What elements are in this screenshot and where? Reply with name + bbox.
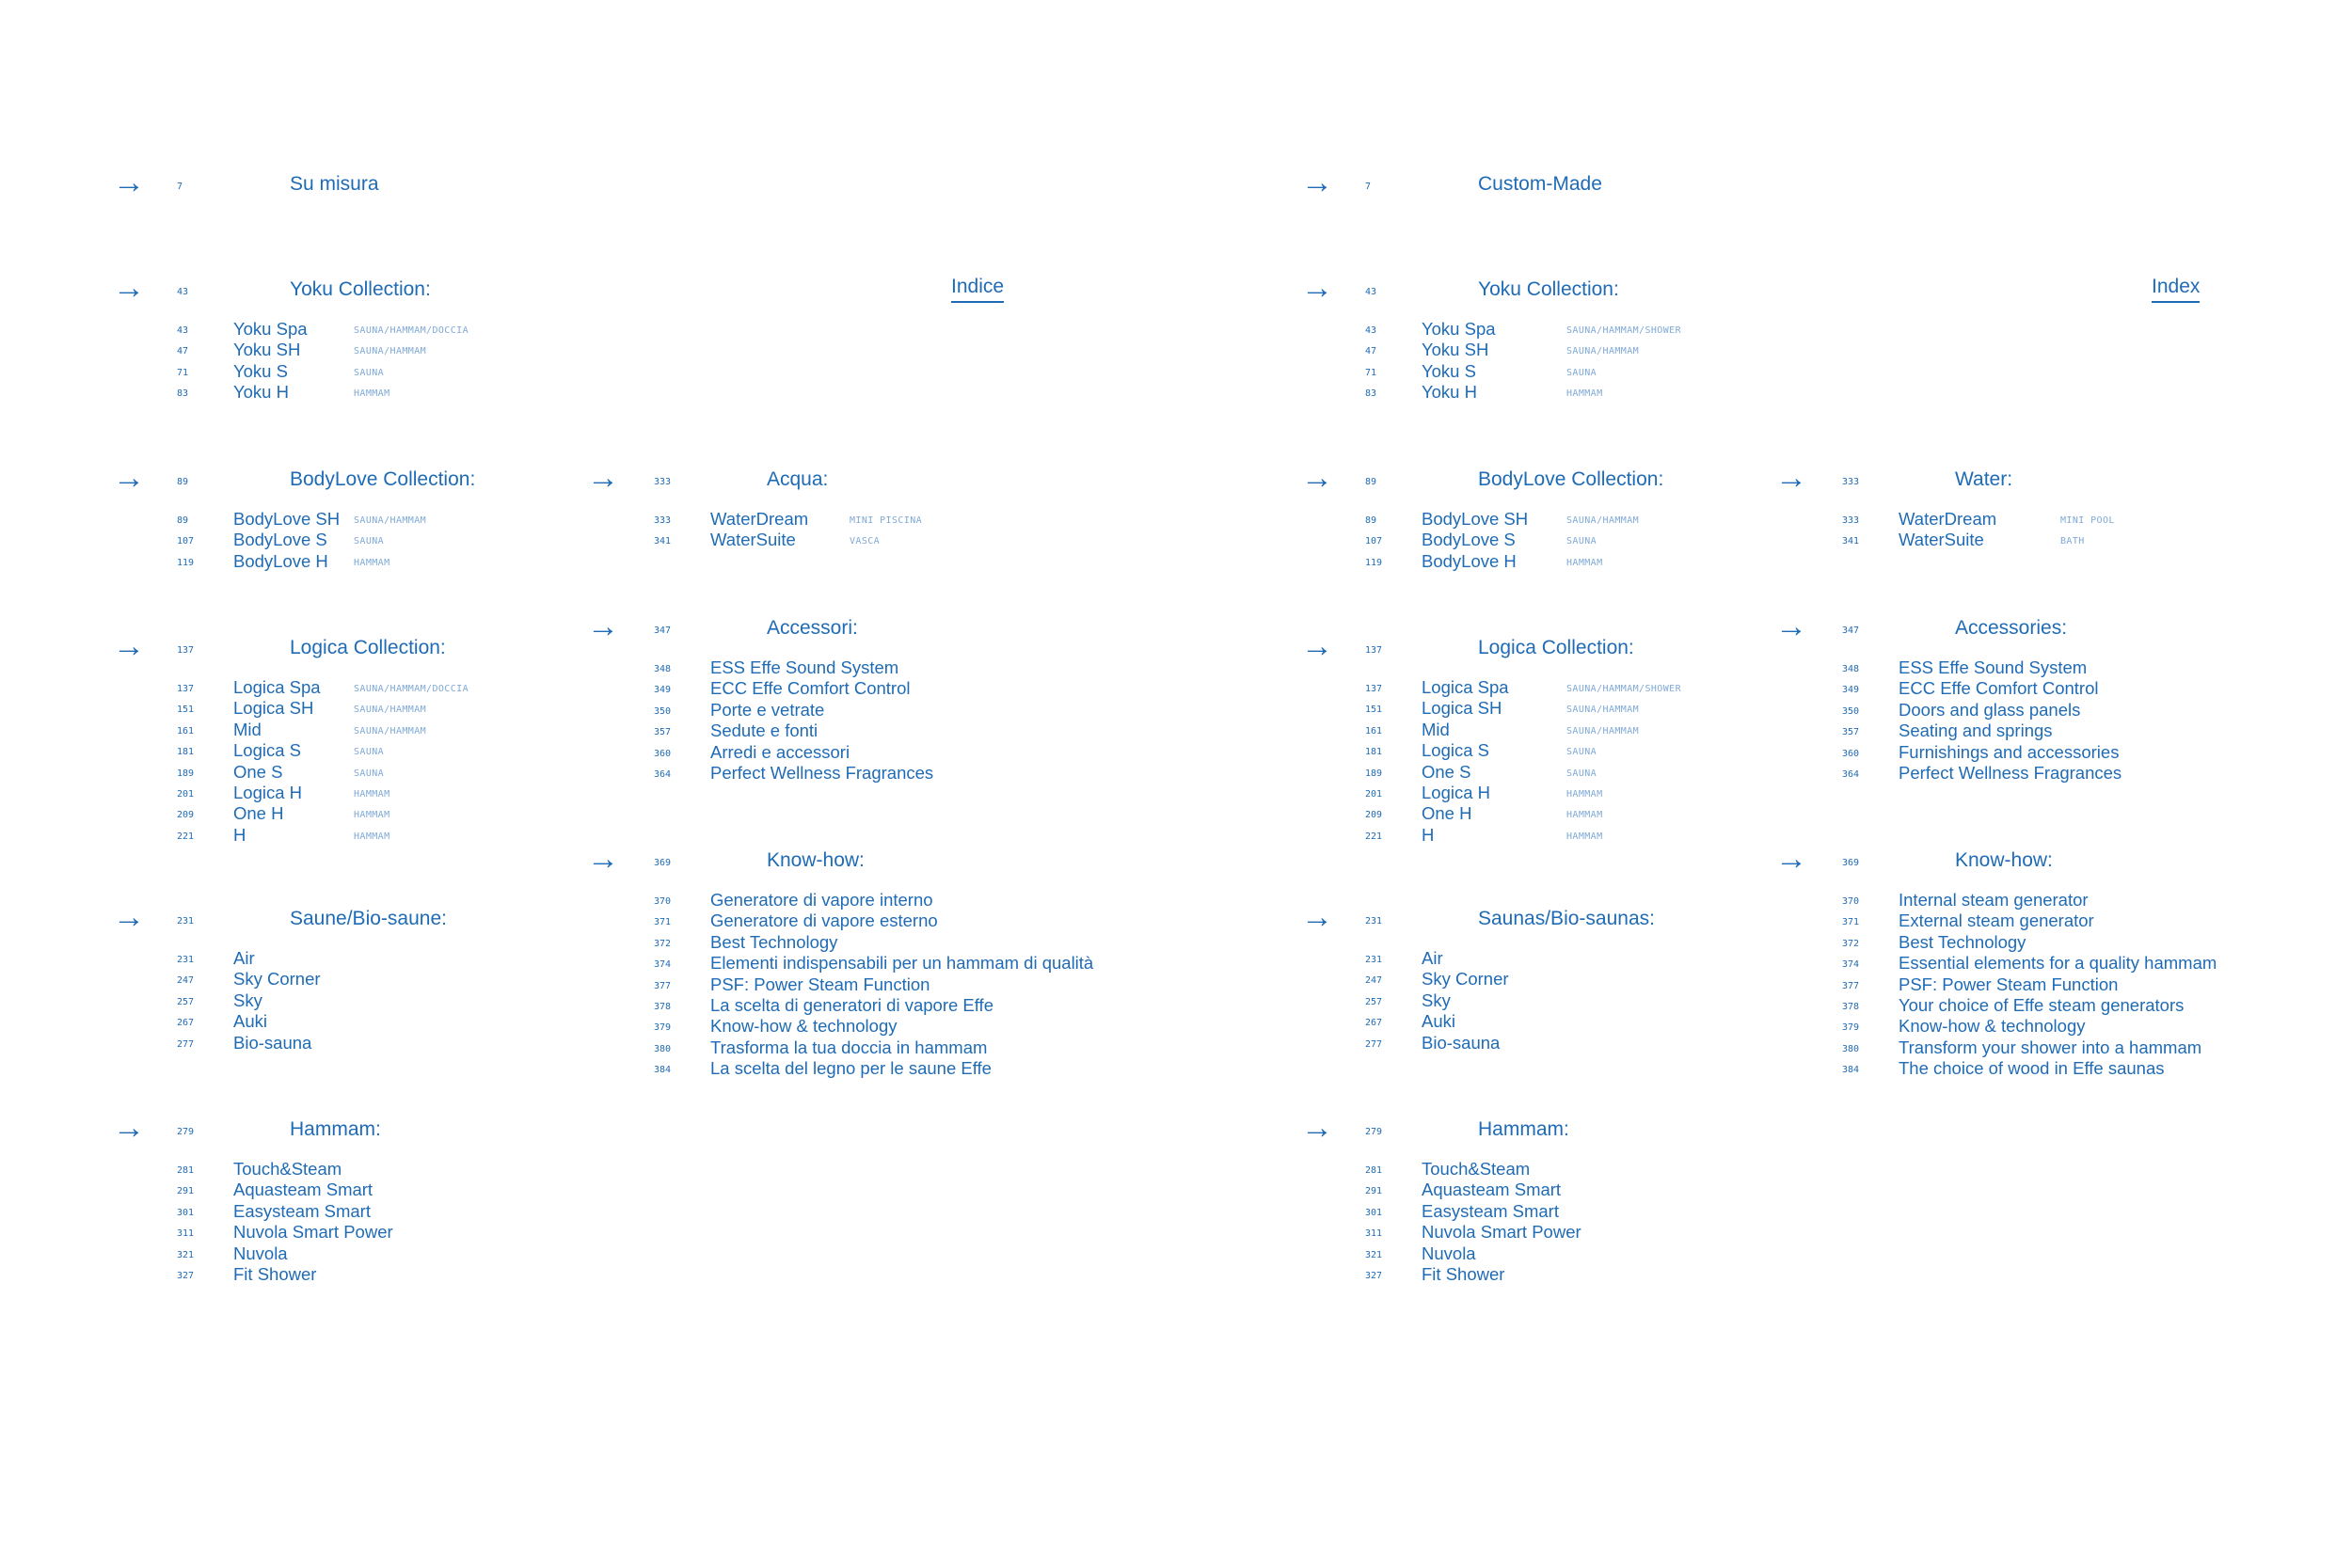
item-page-number: 377 [1842,980,1860,991]
item-page-number: 380 [1842,1043,1860,1054]
item-page-number: 360 [1842,748,1860,759]
item-link[interactable]: Seating and springs [1899,721,2053,741]
item-link[interactable]: Nuvola Smart Power [233,1222,393,1243]
arrow-icon: → [1301,460,1333,496]
item-page-number: 267 [177,1018,195,1029]
item-category-tag: SAUNA [354,536,385,547]
section-page-number: 347 [654,626,672,636]
item-link[interactable]: Auki [1422,1011,1455,1032]
item-link[interactable]: Bio-sauna [1422,1032,1501,1053]
item-link[interactable]: Bio-sauna [233,1032,312,1053]
item-link[interactable]: Doors and glass panels [1899,699,2081,720]
item-link[interactable]: Touch&Steam [1422,1159,1531,1179]
item-category-tag: MINI POOL [2060,515,2115,526]
item-page-number: 378 [1842,1002,1860,1012]
item-link[interactable]: Generatore di vapore esterno [710,911,938,931]
item-link[interactable]: Yoku H [1422,382,1477,403]
arrow-icon: → [1775,609,1807,644]
item-page-number: 379 [654,1022,672,1034]
item-page-number: 209 [1365,810,1383,821]
section-page-number: 369 [654,858,672,868]
item-link[interactable]: Know-how & technology [710,1016,898,1037]
item-link[interactable]: H [233,824,246,845]
item-link[interactable]: Sky [1422,990,1451,1010]
item-page-number: 349 [654,685,672,696]
item-link[interactable]: Furnishings and accessories [1899,741,2120,762]
item-link[interactable]: Best Technology [710,931,838,952]
item-link[interactable]: Arredi e accessori [710,741,850,762]
item-link[interactable]: Logica H [1422,783,1491,802]
item-page-number: 231 [177,955,195,965]
item-category-tag: MINI PISCINA [850,515,923,526]
arrow-icon: → [1775,841,1807,877]
item-page-number: 83 [1365,388,1377,400]
item-link[interactable]: ECC Effe Comfort Control [710,678,911,699]
item-link[interactable]: Mid [1422,719,1450,739]
item-page-number: 291 [1365,1186,1383,1197]
section-title[interactable]: Yoku Collection: [1478,278,1619,300]
item-category-tag: SAUNA/HAMMAM [1566,515,1640,526]
item-page-number: 221 [177,831,195,842]
item-page-number: 357 [1842,727,1860,738]
item-page-number: 301 [177,1207,195,1218]
item-category-tag: HAMMAM [354,831,390,842]
item-page-number: 71 [1365,367,1377,378]
item-link[interactable]: Logica SH [1422,698,1502,719]
item-page-number: 189 [1365,768,1383,779]
item-link[interactable]: Essential elements for a quality hammam [1899,953,2217,974]
section-title[interactable]: Hammam: [290,1118,381,1140]
item-page-number: 364 [1842,769,1860,780]
item-category-tag: SAUNA/HAMMAM [354,346,427,357]
item-page-number: 201 [177,789,195,800]
section-page-number: 279 [177,1127,195,1137]
item-link[interactable]: Yoku SH [1422,340,1489,360]
item-link[interactable]: One H [1422,803,1472,824]
item-link[interactable]: One H [233,803,284,824]
section-title[interactable]: Yoku Collection: [290,278,431,300]
item-link[interactable]: BodyLove H [233,550,328,571]
item-page-number: 257 [177,996,195,1007]
item-page-number: 370 [654,896,672,907]
item-link[interactable]: Yoku Spa [233,319,308,339]
item-page-number: 277 [177,1038,195,1050]
item-link[interactable]: Internal steam generator [1899,890,2089,910]
arrow-icon: → [113,899,145,935]
item-link[interactable]: Logica Spa [233,677,321,697]
section-title[interactable]: Saunas/Bio-saunas: [1478,908,1655,929]
arrow-icon: → [113,165,145,200]
item-link[interactable]: Air [1422,948,1443,968]
item-link[interactable]: Logica S [233,740,301,761]
item-category-tag: SAUNA [354,768,385,779]
item-link[interactable]: ESS Effe Sound System [1899,657,2088,677]
section-page-number: 43 [1365,287,1377,297]
item-link[interactable]: Generatore di vapore interno [710,890,933,910]
item-category-tag: SAUNA/HAMMAM [1566,725,1640,736]
item-link[interactable]: BodyLove S [233,530,327,550]
arrow-icon: → [1301,628,1333,664]
item-category-tag: SAUNA/HAMMAM [354,515,427,526]
item-page-number: 333 [1842,515,1860,526]
item-page-number: 47 [177,346,189,357]
item-link[interactable]: Easysteam Smart [1422,1200,1559,1221]
item-link[interactable]: Fit Shower [1422,1264,1505,1284]
item-link[interactable]: WaterSuite [710,530,796,550]
item-category-tag: HAMMAM [1566,831,1603,842]
item-link[interactable]: Auki [233,1011,267,1032]
item-link[interactable]: Nuvola Smart Power [1422,1222,1581,1243]
section-page-number: 137 [1365,645,1383,656]
item-page-number: 341 [654,536,672,547]
item-page-number: 341 [1842,536,1860,547]
arrow-icon: → [587,609,619,644]
section-title[interactable]: Logica Collection: [1478,637,1634,658]
item-link[interactable]: Logica Spa [1422,677,1509,697]
page-heading: Index [2152,276,2200,303]
section-title[interactable]: Know-how: [767,849,865,871]
item-page-number: 221 [1365,831,1383,842]
item-page-number: 43 [177,325,189,336]
item-category-tag: HAMMAM [354,557,390,568]
item-page-number: 372 [1842,938,1860,949]
item-page-number: 348 [1842,664,1860,674]
item-link[interactable]: Know-how & technology [1899,1016,2086,1037]
section-title[interactable]: Logica Collection: [290,637,446,658]
item-link[interactable]: H [1422,824,1435,845]
item-category-tag: SAUNA [1566,367,1597,378]
item-page-number: 371 [1842,917,1860,928]
arrow-icon: → [1301,899,1333,935]
item-page-number: 107 [177,536,195,547]
arrow-icon: → [587,841,619,877]
item-link[interactable]: Elementi indispensabili per un hammam di qualità [710,953,1094,974]
arrow-icon: → [1301,1110,1333,1146]
item-page-number: 89 [177,515,189,526]
item-page-number: 374 [1842,959,1860,971]
item-link[interactable]: Sedute e fonti [710,721,818,741]
item-category-tag: SAUNA/HAMMAM/SHOWER [1566,684,1681,694]
item-link[interactable]: BodyLove SH [233,509,341,529]
item-page-number: 119 [1365,557,1383,568]
item-category-tag: SAUNA/HAMMAM [1566,705,1640,716]
item-page-number: 181 [1365,747,1383,758]
item-page-number: 247 [1365,975,1383,987]
item-link[interactable]: The choice of wood in Effe saunas [1899,1058,2165,1079]
item-page-number: 379 [1842,1022,1860,1034]
item-link[interactable]: BodyLove H [1422,550,1517,571]
item-page-number: 371 [654,917,672,928]
item-page-number: 348 [654,664,672,674]
item-page-number: 137 [1365,684,1383,694]
item-category-tag: VASCA [850,536,881,547]
item-category-tag: SAUNA/HAMMAM/DOCCIA [354,684,469,694]
section-page-number: 231 [1365,916,1383,927]
section-title[interactable]: BodyLove Collection: [1478,468,1664,490]
item-category-tag: SAUNA [1566,747,1597,758]
item-link[interactable]: Trasforma la tua doccia in hammam [710,1037,988,1057]
item-link[interactable]: Yoku S [1422,360,1476,381]
item-link[interactable]: Logica H [233,783,303,802]
item-page-number: 247 [177,975,195,987]
item-category-tag: HAMMAM [354,810,390,821]
item-page-number: 47 [1365,346,1377,357]
item-page-number: 327 [177,1271,195,1281]
item-link[interactable]: Porte e vetrate [710,699,825,720]
item-link[interactable]: Yoku H [233,382,289,403]
item-link[interactable]: BodyLove SH [1422,509,1529,529]
item-page-number: 257 [1365,996,1383,1007]
item-page-number: 321 [1365,1249,1383,1260]
item-link[interactable]: Fit Shower [233,1264,317,1284]
item-link[interactable]: Sky Corner [233,969,321,990]
item-link[interactable]: La scelta di generatori di vapore Effe [710,995,993,1015]
item-page-number: 267 [1365,1018,1383,1029]
item-page-number: 107 [1365,536,1383,547]
item-category-tag: HAMMAM [1566,557,1603,568]
item-link[interactable]: PSF: Power Steam Function [1899,974,2119,994]
section-title[interactable]: Acqua: [767,468,829,490]
item-link[interactable]: Aquasteam Smart [233,1180,373,1200]
item-link[interactable]: WaterDream [1899,509,1997,529]
item-category-tag: SAUNA/HAMMAM/DOCCIA [354,325,469,336]
arrow-icon: → [113,460,145,496]
section-page-number: 333 [1842,477,1860,487]
item-page-number: 181 [177,747,195,758]
item-page-number: 378 [654,1002,672,1012]
section-title[interactable]: Custom-Made [1478,173,1602,195]
item-link[interactable]: Nuvola [233,1243,288,1263]
section-title[interactable]: BodyLove Collection: [290,468,476,490]
item-category-tag: SAUNA [1566,768,1597,779]
item-page-number: 151 [177,705,195,716]
item-link[interactable]: Aquasteam Smart [1422,1180,1562,1200]
arrow-icon: → [1301,165,1333,200]
item-page-number: 151 [1365,705,1383,716]
item-category-tag: SAUNA/HAMMAM/SHOWER [1566,325,1681,336]
item-page-number: 350 [1842,705,1860,717]
section-page-number: 369 [1842,858,1860,868]
section-page-number: 7 [177,182,183,192]
item-page-number: 209 [177,810,195,821]
item-page-number: 384 [654,1065,672,1076]
arrow-icon: → [1775,460,1807,496]
item-page-number: 277 [1365,1038,1383,1050]
item-category-tag: SAUNA [354,747,385,758]
item-page-number: 384 [1842,1065,1860,1076]
item-page-number: 189 [177,768,195,779]
section-page-number: 89 [1365,477,1377,487]
item-link[interactable]: Sky Corner [1422,969,1509,990]
item-page-number: 161 [177,725,195,736]
item-page-number: 333 [654,515,672,526]
section-page-number: 89 [177,477,189,487]
item-link[interactable]: Best Technology [1899,931,2026,952]
arrow-icon: → [113,628,145,664]
item-link[interactable]: Easysteam Smart [233,1200,371,1221]
item-page-number: 291 [177,1186,195,1197]
item-page-number: 372 [654,938,672,949]
item-link[interactable]: Mid [233,719,262,739]
section-page-number: 43 [177,287,189,297]
arrow-icon: → [587,460,619,496]
section-page-number: 347 [1842,626,1860,636]
section-title[interactable]: Saune/Bio-saune: [290,908,447,929]
item-link[interactable]: Transform your shower into a hammam [1899,1037,2202,1057]
item-page-number: 281 [177,1165,195,1176]
item-category-tag: SAUNA/HAMMAM [1566,346,1640,357]
item-link[interactable]: BodyLove S [1422,530,1516,550]
item-page-number: 43 [1365,325,1377,336]
item-category-tag: HAMMAM [1566,810,1603,821]
arrow-icon: → [113,270,145,306]
item-page-number: 71 [177,367,189,378]
item-page-number: 231 [1365,955,1383,965]
item-page-number: 281 [1365,1165,1383,1176]
item-link[interactable]: Touch&Steam [233,1159,342,1179]
item-page-number: 311 [1365,1228,1383,1240]
section-title[interactable]: Water: [1955,468,2013,490]
section-title[interactable]: Hammam: [1478,1118,1569,1140]
item-page-number: 137 [177,684,195,694]
item-category-tag: SAUNA [354,367,385,378]
section-page-number: 137 [177,645,195,656]
item-page-number: 321 [177,1249,195,1260]
item-link[interactable]: PSF: Power Steam Function [710,974,930,994]
section-page-number: 231 [177,916,195,927]
item-link[interactable]: Air [233,948,255,968]
item-page-number: 161 [1365,725,1383,736]
arrow-icon: → [1301,270,1333,306]
item-link[interactable]: One S [233,761,283,782]
item-page-number: 364 [654,769,672,780]
item-link[interactable]: Your choice of Effe steam generators [1899,995,2185,1015]
section-page-number: 279 [1365,1127,1383,1137]
item-link[interactable]: WaterSuite [1899,530,1984,550]
item-link[interactable]: ECC Effe Comfort Control [1899,678,2099,699]
item-page-number: 370 [1842,896,1860,907]
section-title[interactable]: Accessori: [767,617,858,639]
section-page-number: 333 [654,477,672,487]
item-page-number: 301 [1365,1207,1383,1218]
item-link[interactable]: Perfect Wellness Fragrances [710,763,934,783]
section-title[interactable]: Accessories: [1955,617,2068,639]
item-link[interactable]: External steam generator [1899,911,2094,931]
item-link[interactable]: Sky [233,990,262,1010]
item-page-number: 201 [1365,789,1383,800]
item-category-tag: HAMMAM [354,388,390,400]
item-link[interactable]: WaterDream [710,509,809,529]
item-link[interactable]: Yoku SH [233,340,301,360]
item-category-tag: SAUNA/HAMMAM [354,725,427,736]
item-link[interactable]: One S [1422,761,1471,782]
section-title[interactable]: Su misura [290,173,379,195]
item-link[interactable]: La scelta del legno per le saune Effe [710,1058,992,1079]
item-page-number: 327 [1365,1271,1383,1281]
item-link[interactable]: Yoku Spa [1422,319,1496,339]
item-link[interactable]: Logica S [1422,740,1489,761]
item-page-number: 380 [654,1043,672,1054]
item-page-number: 357 [654,727,672,738]
item-page-number: 350 [654,705,672,717]
page-heading: Indice [951,276,1004,303]
item-category-tag: HAMMAM [1566,789,1603,800]
item-category-tag: BATH [2060,536,2085,547]
item-page-number: 374 [654,959,672,971]
item-link[interactable]: Perfect Wellness Fragrances [1899,763,2122,783]
item-category-tag: HAMMAM [354,789,390,800]
item-link[interactable]: Logica SH [233,698,314,719]
item-page-number: 119 [177,557,195,568]
item-link[interactable]: ESS Effe Sound System [710,657,899,677]
item-category-tag: SAUNA/HAMMAM [354,705,427,716]
item-page-number: 349 [1842,685,1860,696]
item-page-number: 360 [654,748,672,759]
item-category-tag: HAMMAM [1566,388,1603,400]
section-title[interactable]: Know-how: [1955,849,2053,871]
item-link[interactable]: Nuvola [1422,1243,1476,1263]
arrow-icon: → [113,1110,145,1146]
item-page-number: 377 [654,980,672,991]
section-page-number: 7 [1365,182,1372,192]
item-category-tag: SAUNA [1566,536,1597,547]
item-page-number: 89 [1365,515,1377,526]
item-page-number: 83 [177,388,189,400]
item-page-number: 311 [177,1228,195,1240]
item-link[interactable]: Yoku S [233,360,288,381]
